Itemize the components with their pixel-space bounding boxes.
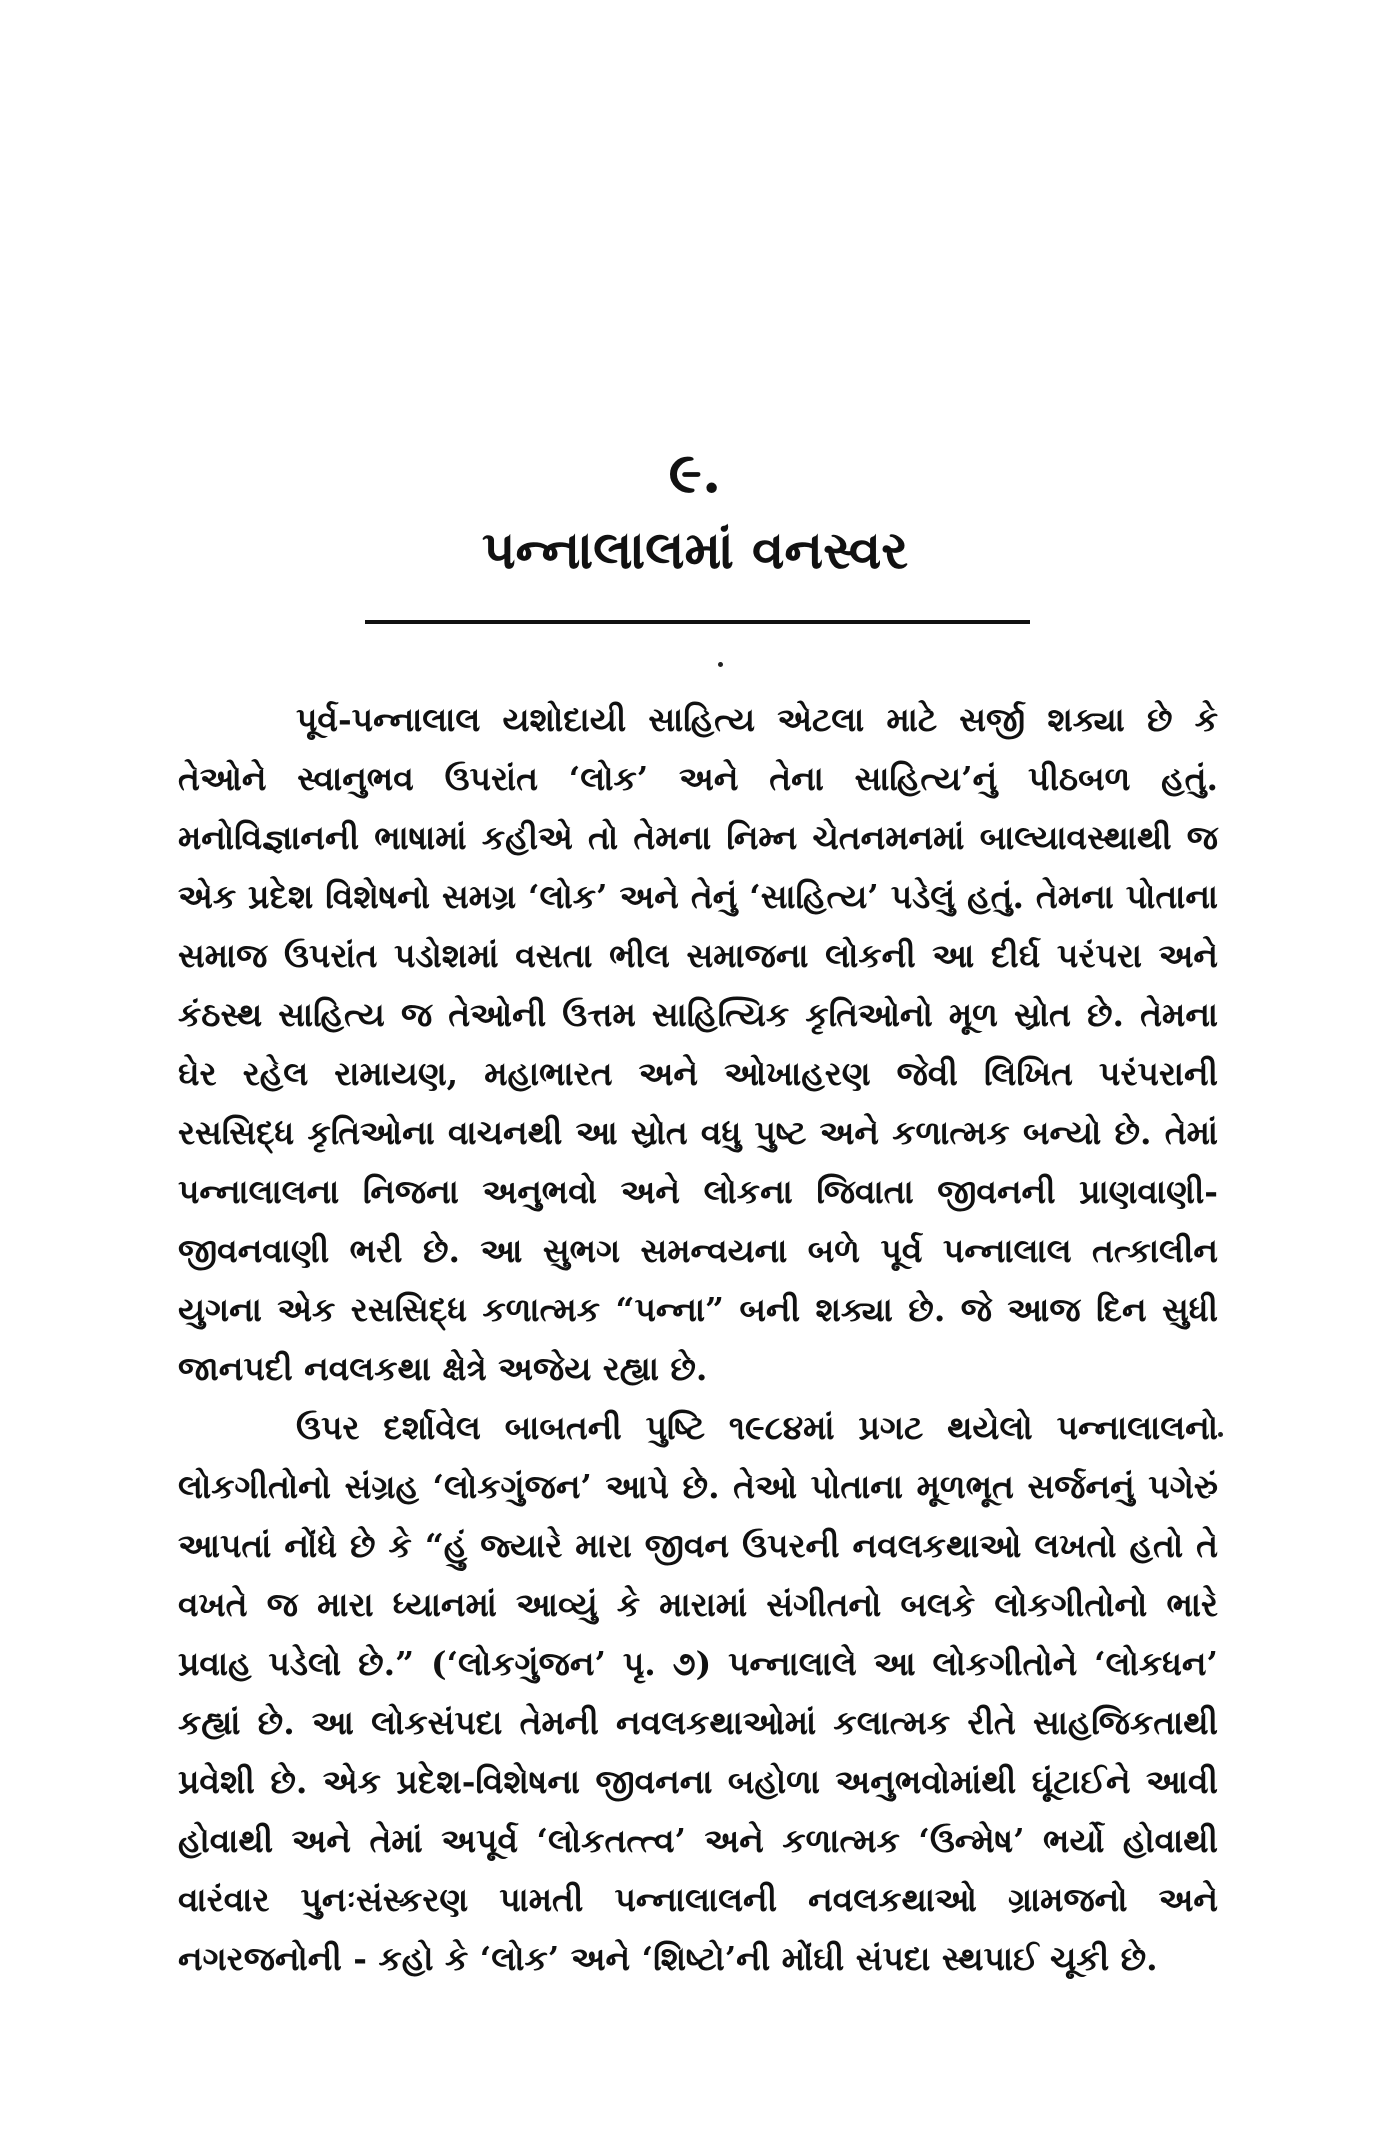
body-text — [178, 690, 1218, 1988]
paragraph: ઉપર દર્શાવેલ બાબતની પુષ્ટિ ૧૯૮૪માં પ્રગટ થયેલો પન્નાલાલનો લોકગીતોનો સંગ્રહ ‘લોકગુંજન’ આપે છે. તેઓ પોતાના મૂળભૂત સર્જનનું પગેરું આપતાં નોંધે છે કે “હું જ્યારે મારા જીવન ઉપરની નવલકથાઓ લખતો હતો તે વખતે જ મારા ધ્યાનમાં આવ્યું કે મારામાં સંગીતનો બલકે લોકગીતોનો ભારે પ્રવાહ પડેલો છે.” (‘લોકગુંજન’ પૃ. ૭) પન્નાલાલે આ લોકગીતોને ‘લોકધન’ કહ્યાં છે. આ લોકસંપદા તેમની નવલકથાઓમાં કલાત્મક રીતે સાહજિકતાથી પ્રવેશી છે. એક પ્રદેશ-વિશેષના જીવનના બહોળા અનુભવોમાંથી ઘૂંટાઈને આવી હોવાથી અને તેમાં અપૂર્વ ‘લોકતત્ત્વ’ અને કળાત્મક ‘ઉન્મેષ’ ભર્યો હોવાથી વારંવાર પુનઃસંસ્કરણ પામતી પન્નાલાલની નવલકથાઓ ગ્રામજનો અને નગરજનોની - કહો કે ‘લોક’ અને ‘શિષ્ટો’ની મોંઘી સંપદા સ્થપાઈ ચૂકી છે. — [178, 1408, 1218, 1978]
title-underline — [365, 620, 1030, 624]
chapter-number: ૯. — [668, 440, 722, 506]
print-speck — [718, 662, 723, 667]
paragraph: પૂર્વ-પન્નાલાલ યશોદાયી સાહિત્ય એટલા માટે સર્જી શક્યા છે કે તેઓને સ્વાનુભવ ઉપરાંત ‘લોક’ અને તેના સાહિત્ય’નું પીઠબળ હતું. મનોવિજ્ઞાનની ભાષામાં કહીએ તો તેમના નિમ્ન ચેતનમનમાં બાલ્યાવસ્થાથી જ એક પ્રદેશ વિશેષનો સમગ્ર ‘લોક’ અને તેનું ‘સાહિત્ય’ પડેલું હતું. તેમના પોતાના સમાજ ઉપરાંત પડોશમાં વસતા ભીલ સમાજના લોકની આ દીર્ઘ પરંપરા અને કંઠસ્થ સાહિત્ય જ તેઓની ઉત્તમ સાહિત્યિક કૃતિઓનો મૂળ સ્રોત છે. તેમના ઘેર રહેલ રામાયણ, મહાભારત અને ઓખાહરણ જેવી લિખિત પરંપરાની રસસિદ્ધ કૃતિઓના વાચનથી આ સ્રોત વધુ પુષ્ટ અને કળાત્મક બન્યો છે. તેમાં પન્નાલાલના નિજના અનુભવો અને લોકના જિવાતા જીવનની પ્રાણવાણી-જીવનવાણી ભરી છે. આ સુભગ સમન્વયના બળે પૂર્વ પન્નાલાલ તત્કાલીન યુગના એક રસસિદ્ધ કળાત્મક “પન્ના” બની શક્યા છે. જે આજ દિન સુધી જાનપદી નવલકથા ક્ષેત્રે અજેય રહ્યા છે. — [178, 700, 1218, 1388]
print-speck — [1218, 1432, 1223, 1437]
chapter-title: પન્નાલાલમાં વનસ્વર — [481, 520, 909, 581]
